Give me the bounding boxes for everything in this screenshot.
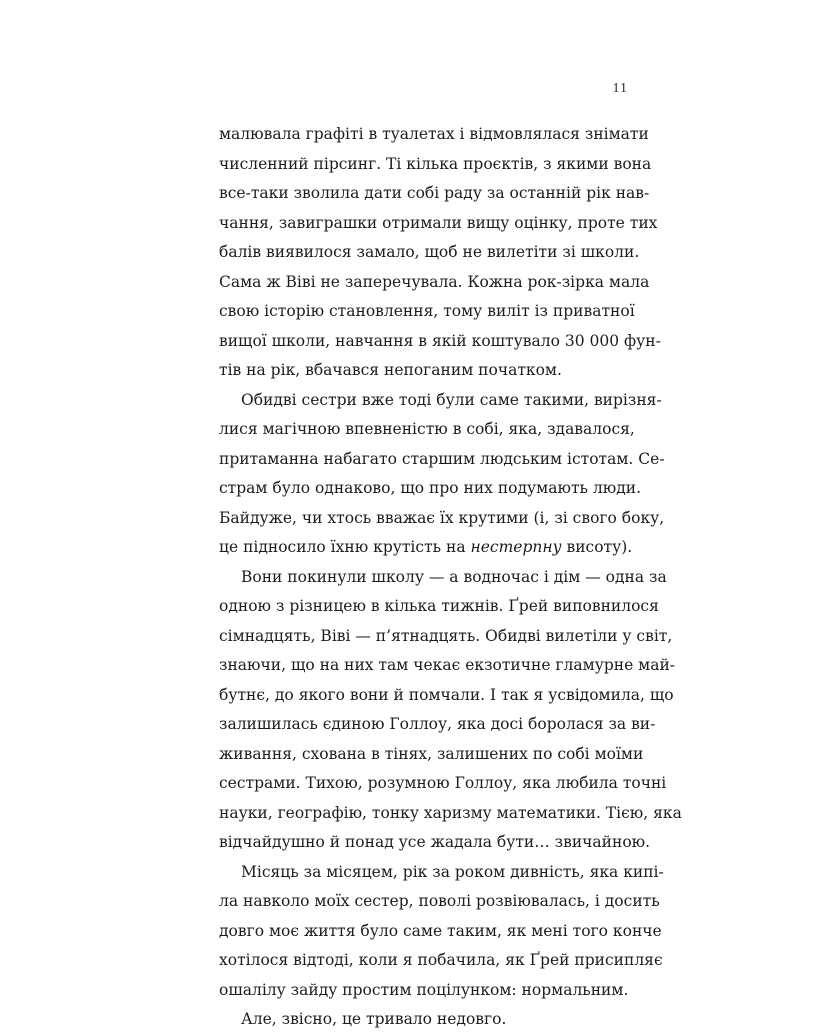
text-line: ошалілу зайду простим поцілунком: нормальним. <box>219 980 629 999</box>
text-line: бутнє, до якого вони й помчали. І так я усвідомила, що <box>219 685 674 704</box>
text-line: знаючи, що на них там чекає екзотичне гламурне май- <box>219 656 676 674</box>
text-line: все-таки зволила дати собі раду за останній рік нав- <box>219 184 650 202</box>
text-line: лися магічною впевненістю в собі, яка, здавалося, <box>219 420 635 438</box>
text-line: ла навколо моїх сестер, поволі розвіювалась, і досить <box>219 892 660 910</box>
text-line: вищої школи, навчання в якій коштувало 30 000 фун- <box>219 331 661 350</box>
text-line: одною з різницею в кілька тижнів. Ґрей виповнилося <box>219 597 659 615</box>
text-line: балів виявилося замало, щоб не вилетіти зі школи. <box>219 243 640 261</box>
text-line: відчайдушно й понад усе жадала бути… звичайною. <box>219 833 651 851</box>
text-line: притаманна набагато старшим людським істотам. Се- <box>219 449 665 468</box>
text-line: залишилась єдиною Голлоу, яка досі боролася за ви- <box>219 715 656 733</box>
page-number: 11 <box>612 81 628 96</box>
text-line: живання, схована в тінях, залишених по собі моїми <box>219 744 644 763</box>
text-line: свою історію становлення, тому виліт із приватної <box>219 302 635 320</box>
text-line: Місяць за місяцем, рік за роком дивність, яка кипі- <box>241 862 664 881</box>
text-line: хотілося відтоді, коли я побачила, як Ґрей присипляє <box>219 951 663 969</box>
text-line: Байдуже, чи хтось вважає їх крутими (і, зі свого боку, <box>219 508 665 527</box>
text-line: Але, звісно, це тривало недовго. <box>241 1010 507 1028</box>
text-line: Сама ж Віві не заперечувала. Кожна рок-зірка мала <box>219 272 650 291</box>
text-line: чання, завиграшки отримали вищу оцінку, проте тих <box>219 213 658 232</box>
emphasized-word: нестерпну <box>470 538 562 556</box>
text-line: численний пірсинг. Ті кілька проєктів, з якими вона <box>219 154 652 173</box>
text-line: сестрами. Тихою, розумною Голлоу, яка любила точні <box>219 774 667 792</box>
text-line: науки, географію, тонку харизму математики. Тією, яка <box>219 803 682 822</box>
text-line <box>219 533 633 563</box>
text-line: малювала графіті в туалетах і відмовлялася знімати <box>219 125 649 143</box>
text-line: тів на рік, вбачався непоганим початком. <box>219 361 562 379</box>
text-run: це підносило їхню крутість на <box>219 538 471 556</box>
text-line: сімнадцять, Віві — п’ятнадцять. Обидві вилетіли у світ, <box>219 626 673 645</box>
text-line: Обидві сестри вже тоді були саме такими, вирізня- <box>241 390 662 409</box>
text-line: страм було однаково, що про них подумають люди. <box>219 479 642 497</box>
text-run: висоту). <box>561 538 633 556</box>
body-text <box>219 120 682 1035</box>
text-line: довго моє життя було саме таким, як мені того конче <box>219 921 662 940</box>
text-line: Вони покинули школу — а водночас і дім — одна за <box>241 567 667 586</box>
